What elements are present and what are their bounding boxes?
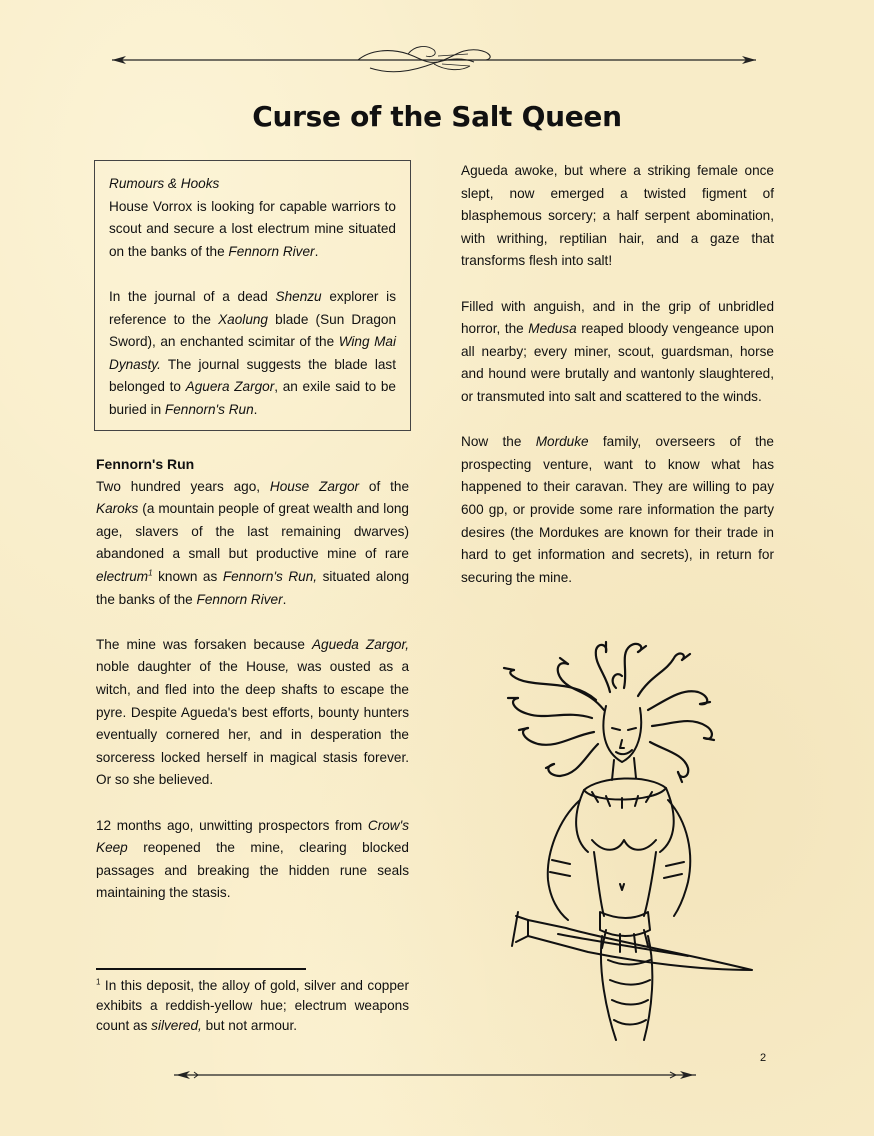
hooks-paragraph-2: In the journal of a dead Shenzu explorer is reference to the Xaolung blade (Sun Dragon Sword), an enchanted scimitar of the Wing Mai Dynasty. The journal suggests the blade last belonged to Aguera Zargor, an exile said to be buried in Fennorn's Run.	[109, 288, 396, 417]
top-divider-ornament	[108, 44, 760, 78]
footnote-marker: 1	[148, 568, 153, 578]
medusa-illustration	[488, 640, 760, 1042]
page-title: Curse of the Salt Queen	[252, 100, 622, 133]
hooks-paragraph-1: House Vorrox is looking for capable warriors to scout and secure a lost electrum mine situated on the banks of the Fennorn River.	[109, 198, 396, 259]
section-paragraph-3: 12 months ago, unwitting prospectors from Crow's Keep reopened the mine, clearing blocked passages and breaking the hidden rune seals maintaining the stasis.	[96, 817, 409, 901]
page-number: 2	[760, 1052, 767, 1064]
footnote: $^1$ In this deposit, the alloy of gold, silver and copper exhibits a reddish-yellow hue; electrum weapons count as silvered, but not armour.	[96, 977, 409, 1033]
right-paragraph-2: Filled with anguish, and in the grip of unbridled horror, the Medusa reaped bloody vengeance upon all nearby; every miner, scout, guardsman, horse and hound were brutally and wantonly slaughtered, or transmuted into salt and scattered to the winds.	[461, 298, 774, 404]
right-paragraph-1: Agueda awoke, but where a striking female once slept, now emerged a twisted figment of blasphemous sorcery; a half serpent abomination, with writhing, reptilian hair, and a gaze that transforms flesh into salt!	[461, 163, 774, 269]
section-paragraph-2: The mine was forsaken because Agueda Zargor, noble daughter of the House, was ousted as a witch, and fled into the deep shafts to escape the pyre. Despite Agueda's best efforts, bounty hunters eventually cornered her, and in desperation the sorceress locked herself in magical stasis forever. Or so she believed.	[96, 636, 410, 788]
section-heading: Fennorn's Run	[96, 456, 195, 472]
bottom-divider-ornament	[170, 1064, 700, 1086]
hooks-heading: Rumours & Hooks	[109, 176, 220, 191]
rumours-hooks-box	[94, 160, 411, 431]
right-paragraph-3: Now the Morduke family, overseers of the prospecting venture, want to know what has happened to their caravan. They are willing to pay 600 gp, or provide some rare information the party desires (the Mordukes are known for their trade in hard to get information and secrets), in return for securing the mine.	[461, 434, 774, 585]
right-column	[461, 160, 774, 589]
section-paragraph-1: Two hundred years ago, House Zargor of the Karoks (a mountain people of great wealth and long age, slavers of the last remaining dwarves) abandoned a small but productive mine of rare electrum$^1$ known as Fennorn's Run, situated along the banks of the Fennorn River.	[96, 478, 410, 607]
footnote-rule	[96, 968, 306, 970]
left-column	[96, 453, 409, 905]
